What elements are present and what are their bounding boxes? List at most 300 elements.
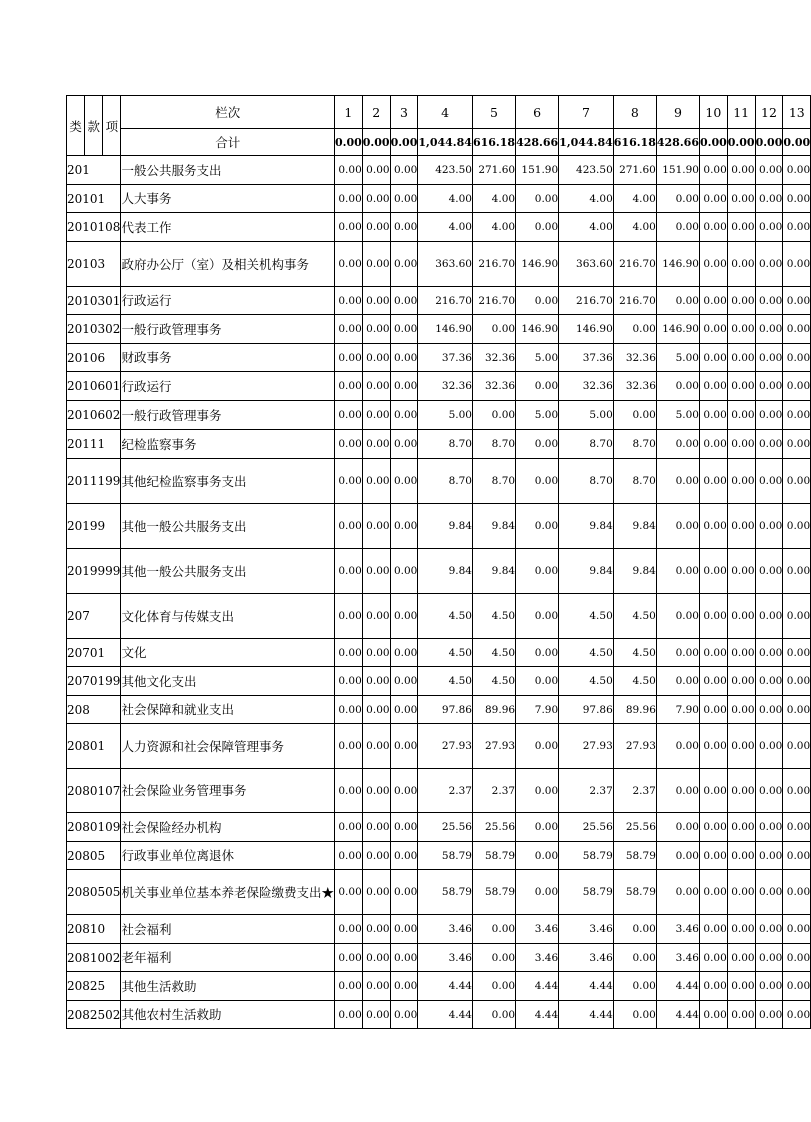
- row-value-col-12: 0.00: [755, 667, 783, 696]
- row-value-col-7: 4.50: [559, 594, 614, 639]
- row-value-col-13: 0.00: [783, 156, 811, 185]
- row-value-col-6: 0.00: [516, 724, 559, 769]
- row-name: 社会保险业务管理事务: [121, 769, 335, 813]
- row-value-col-13: 0.00: [783, 724, 811, 769]
- row-value-col-8: 8.70: [613, 430, 656, 459]
- total-value-6: 428.66: [516, 129, 559, 156]
- row-code: 20701: [67, 639, 121, 667]
- header-total-label: 合计: [121, 129, 335, 156]
- row-value-col-12: 0.00: [755, 972, 783, 1001]
- table-row: [67, 315, 811, 344]
- row-value-col-9: 0.00: [656, 870, 699, 915]
- total-value-8: 616.18: [613, 129, 656, 156]
- column-number-2: 2: [362, 96, 390, 129]
- row-value-col-8: 0.00: [613, 401, 656, 430]
- row-value-col-12: 0.00: [755, 185, 783, 213]
- row-value-col-7: 4.50: [559, 639, 614, 667]
- row-value-col-1: 0.00: [334, 185, 362, 213]
- row-value-col-12: 0.00: [755, 344, 783, 372]
- row-value-col-3: 0.00: [390, 842, 418, 870]
- row-value-col-11: 0.00: [727, 401, 755, 430]
- row-value-col-8: 25.56: [613, 813, 656, 842]
- row-value-col-9: 0.00: [656, 594, 699, 639]
- row-code: 20199: [67, 504, 121, 549]
- table-row: [67, 594, 811, 639]
- table-row: [67, 915, 811, 944]
- column-number-4: 4: [418, 96, 473, 129]
- row-value-col-7: 9.84: [559, 549, 614, 594]
- row-value-col-10: 0.00: [699, 724, 727, 769]
- row-value-col-7: 58.79: [559, 870, 614, 915]
- row-value-col-12: 0.00: [755, 639, 783, 667]
- row-value-col-1: 0.00: [334, 287, 362, 315]
- column-number-13: 13: [783, 96, 811, 129]
- row-code: 2010602: [67, 401, 121, 430]
- row-value-col-2: 0.00: [362, 459, 390, 504]
- row-name: 行政事业单位离退休: [121, 842, 335, 870]
- row-value-col-5: 25.56: [472, 813, 515, 842]
- row-value-col-12: 0.00: [755, 769, 783, 813]
- row-value-col-5: 0.00: [472, 972, 515, 1001]
- row-value-col-9: 5.00: [656, 344, 699, 372]
- table-row: [67, 372, 811, 401]
- table-row: [67, 344, 811, 372]
- table-row: [67, 944, 811, 972]
- row-value-col-2: 0.00: [362, 842, 390, 870]
- row-value-col-9: 0.00: [656, 813, 699, 842]
- row-value-col-6: 0.00: [516, 287, 559, 315]
- row-value-col-5: 216.70: [472, 287, 515, 315]
- row-value-col-9: 4.44: [656, 1001, 699, 1029]
- row-code: 2080109: [67, 813, 121, 842]
- row-value-col-4: 4.44: [418, 1001, 473, 1029]
- row-value-col-8: 0.00: [613, 915, 656, 944]
- row-value-col-4: 4.50: [418, 667, 473, 696]
- row-value-col-6: 0.00: [516, 870, 559, 915]
- row-value-col-9: 0.00: [656, 185, 699, 213]
- row-value-col-2: 0.00: [362, 156, 390, 185]
- row-value-col-2: 0.00: [362, 639, 390, 667]
- row-name: 老年福利: [121, 944, 335, 972]
- row-value-col-9: 7.90: [656, 696, 699, 724]
- row-value-col-5: 216.70: [472, 242, 515, 287]
- row-value-col-9: 0.00: [656, 549, 699, 594]
- row-value-col-1: 0.00: [334, 842, 362, 870]
- row-value-col-2: 0.00: [362, 769, 390, 813]
- column-number-6: 6: [516, 96, 559, 129]
- row-name: 人力资源和社会保障管理事务: [121, 724, 335, 769]
- row-value-col-2: 0.00: [362, 724, 390, 769]
- row-name: 纪检监察事务: [121, 430, 335, 459]
- row-value-col-2: 0.00: [362, 315, 390, 344]
- row-code: 2070199: [67, 667, 121, 696]
- row-value-col-10: 0.00: [699, 430, 727, 459]
- row-value-col-13: 0.00: [783, 213, 811, 242]
- row-value-col-13: 0.00: [783, 185, 811, 213]
- row-name: 社会福利: [121, 915, 335, 944]
- row-value-col-11: 0.00: [727, 915, 755, 944]
- row-value-col-9: 0.00: [656, 639, 699, 667]
- row-value-col-11: 0.00: [727, 813, 755, 842]
- row-value-col-8: 4.50: [613, 639, 656, 667]
- row-value-col-1: 0.00: [334, 915, 362, 944]
- row-value-col-3: 0.00: [390, 769, 418, 813]
- row-value-col-12: 0.00: [755, 549, 783, 594]
- row-value-col-11: 0.00: [727, 769, 755, 813]
- row-value-col-8: 32.36: [613, 344, 656, 372]
- row-value-col-10: 0.00: [699, 242, 727, 287]
- row-value-col-13: 0.00: [783, 1001, 811, 1029]
- row-value-col-10: 0.00: [699, 594, 727, 639]
- row-value-col-1: 0.00: [334, 430, 362, 459]
- row-value-col-3: 0.00: [390, 242, 418, 287]
- table-row: [67, 696, 811, 724]
- total-value-3: 0.00: [390, 129, 418, 156]
- row-value-col-6: 0.00: [516, 185, 559, 213]
- total-value-9: 428.66: [656, 129, 699, 156]
- row-value-col-7: 363.60: [559, 242, 614, 287]
- row-value-col-6: 0.00: [516, 813, 559, 842]
- row-value-col-8: 4.00: [613, 185, 656, 213]
- budget-table: [66, 95, 811, 1029]
- total-value-1: 0.00: [334, 129, 362, 156]
- row-value-col-8: 58.79: [613, 870, 656, 915]
- header-lanci: 栏次: [121, 96, 335, 129]
- row-value-col-1: 0.00: [334, 549, 362, 594]
- row-value-col-11: 0.00: [727, 1001, 755, 1029]
- row-value-col-10: 0.00: [699, 972, 727, 1001]
- row-value-col-11: 0.00: [727, 842, 755, 870]
- row-code: 20106: [67, 344, 121, 372]
- row-value-col-1: 0.00: [334, 315, 362, 344]
- row-value-col-11: 0.00: [727, 344, 755, 372]
- row-value-col-9: 0.00: [656, 430, 699, 459]
- row-value-col-6: 7.90: [516, 696, 559, 724]
- total-value-11: 0.00: [727, 129, 755, 156]
- row-value-col-6: 0.00: [516, 459, 559, 504]
- row-value-col-8: 0.00: [613, 972, 656, 1001]
- row-value-col-9: 5.00: [656, 401, 699, 430]
- row-value-col-12: 0.00: [755, 372, 783, 401]
- row-value-col-1: 0.00: [334, 156, 362, 185]
- row-value-col-1: 0.00: [334, 944, 362, 972]
- row-value-col-5: 2.37: [472, 769, 515, 813]
- row-value-col-12: 0.00: [755, 459, 783, 504]
- row-code: 2010302: [67, 315, 121, 344]
- row-value-col-10: 0.00: [699, 944, 727, 972]
- row-code: 201: [67, 156, 121, 185]
- row-value-col-11: 0.00: [727, 639, 755, 667]
- row-value-col-6: 0.00: [516, 430, 559, 459]
- row-value-col-10: 0.00: [699, 344, 727, 372]
- row-value-col-12: 0.00: [755, 504, 783, 549]
- row-value-col-7: 8.70: [559, 430, 614, 459]
- column-number-12: 12: [755, 96, 783, 129]
- row-value-col-2: 0.00: [362, 813, 390, 842]
- row-value-col-6: 0.00: [516, 769, 559, 813]
- row-value-col-3: 0.00: [390, 696, 418, 724]
- row-value-col-2: 0.00: [362, 1001, 390, 1029]
- row-value-col-10: 0.00: [699, 504, 727, 549]
- row-value-col-7: 4.50: [559, 667, 614, 696]
- row-value-col-13: 0.00: [783, 504, 811, 549]
- row-value-col-10: 0.00: [699, 213, 727, 242]
- row-value-col-4: 5.00: [418, 401, 473, 430]
- row-value-col-3: 0.00: [390, 944, 418, 972]
- row-value-col-13: 0.00: [783, 667, 811, 696]
- row-value-col-4: 3.46: [418, 944, 473, 972]
- row-value-col-6: 5.00: [516, 344, 559, 372]
- column-number-5: 5: [472, 96, 515, 129]
- row-value-col-8: 216.70: [613, 242, 656, 287]
- row-value-col-11: 0.00: [727, 430, 755, 459]
- row-value-col-9: 0.00: [656, 287, 699, 315]
- row-value-col-12: 0.00: [755, 594, 783, 639]
- row-value-col-4: 58.79: [418, 870, 473, 915]
- row-code: 2080107: [67, 769, 121, 813]
- row-value-col-7: 58.79: [559, 842, 614, 870]
- row-value-col-8: 32.36: [613, 372, 656, 401]
- row-value-col-3: 0.00: [390, 915, 418, 944]
- row-value-col-10: 0.00: [699, 185, 727, 213]
- row-value-col-5: 0.00: [472, 401, 515, 430]
- row-code: 2081002: [67, 944, 121, 972]
- row-value-col-3: 0.00: [390, 459, 418, 504]
- row-code: 20825: [67, 972, 121, 1001]
- row-value-col-7: 3.46: [559, 944, 614, 972]
- row-value-col-7: 146.90: [559, 315, 614, 344]
- row-value-col-6: 146.90: [516, 315, 559, 344]
- row-name: 其他纪检监察事务支出: [121, 459, 335, 504]
- row-value-col-6: 0.00: [516, 372, 559, 401]
- table-row: [67, 870, 811, 915]
- row-value-col-3: 0.00: [390, 667, 418, 696]
- row-value-col-11: 0.00: [727, 696, 755, 724]
- row-name: 行政运行: [121, 287, 335, 315]
- row-value-col-6: 0.00: [516, 549, 559, 594]
- row-value-col-1: 0.00: [334, 696, 362, 724]
- row-code: 20801: [67, 724, 121, 769]
- table-row: [67, 1001, 811, 1029]
- row-value-col-10: 0.00: [699, 915, 727, 944]
- row-value-col-8: 58.79: [613, 842, 656, 870]
- row-value-col-8: 271.60: [613, 156, 656, 185]
- row-value-col-10: 0.00: [699, 459, 727, 504]
- column-number-9: 9: [656, 96, 699, 129]
- row-value-col-5: 271.60: [472, 156, 515, 185]
- row-value-col-9: 3.46: [656, 915, 699, 944]
- row-value-col-5: 4.00: [472, 213, 515, 242]
- row-value-col-12: 0.00: [755, 156, 783, 185]
- row-name: 一般行政管理事务: [121, 401, 335, 430]
- row-value-col-13: 0.00: [783, 944, 811, 972]
- row-value-col-5: 58.79: [472, 870, 515, 915]
- row-value-col-9: 0.00: [656, 372, 699, 401]
- row-value-col-3: 0.00: [390, 1001, 418, 1029]
- row-value-col-9: 0.00: [656, 769, 699, 813]
- row-value-col-12: 0.00: [755, 1001, 783, 1029]
- row-value-col-10: 0.00: [699, 156, 727, 185]
- row-value-col-13: 0.00: [783, 842, 811, 870]
- row-value-col-11: 0.00: [727, 972, 755, 1001]
- row-value-col-10: 0.00: [699, 639, 727, 667]
- row-value-col-3: 0.00: [390, 972, 418, 1001]
- row-value-col-9: 0.00: [656, 667, 699, 696]
- row-value-col-8: 4.50: [613, 594, 656, 639]
- row-code: 2019999: [67, 549, 121, 594]
- row-value-col-11: 0.00: [727, 594, 755, 639]
- row-value-col-5: 4.00: [472, 185, 515, 213]
- row-value-col-11: 0.00: [727, 870, 755, 915]
- row-value-col-4: 4.50: [418, 639, 473, 667]
- table-row: [67, 667, 811, 696]
- row-value-col-2: 0.00: [362, 504, 390, 549]
- row-value-col-12: 0.00: [755, 287, 783, 315]
- row-value-col-1: 0.00: [334, 242, 362, 287]
- row-value-col-10: 0.00: [699, 401, 727, 430]
- row-value-col-11: 0.00: [727, 185, 755, 213]
- row-code: 20101: [67, 185, 121, 213]
- table-row: [67, 287, 811, 315]
- row-value-col-13: 0.00: [783, 242, 811, 287]
- row-value-col-6: 0.00: [516, 667, 559, 696]
- row-value-col-3: 0.00: [390, 401, 418, 430]
- row-name: 文化: [121, 639, 335, 667]
- row-value-col-12: 0.00: [755, 870, 783, 915]
- row-value-col-5: 9.84: [472, 504, 515, 549]
- row-value-col-10: 0.00: [699, 870, 727, 915]
- row-value-col-13: 0.00: [783, 639, 811, 667]
- row-value-col-2: 0.00: [362, 594, 390, 639]
- row-value-col-2: 0.00: [362, 972, 390, 1001]
- row-value-col-7: 37.36: [559, 344, 614, 372]
- total-value-12: 0.00: [755, 129, 783, 156]
- row-code: 2010601: [67, 372, 121, 401]
- row-value-col-5: 89.96: [472, 696, 515, 724]
- row-value-col-12: 0.00: [755, 242, 783, 287]
- row-value-col-7: 32.36: [559, 372, 614, 401]
- row-value-col-6: 0.00: [516, 213, 559, 242]
- row-value-col-1: 0.00: [334, 813, 362, 842]
- row-value-col-12: 0.00: [755, 842, 783, 870]
- row-value-col-10: 0.00: [699, 315, 727, 344]
- table-row: [67, 549, 811, 594]
- table-row: [67, 813, 811, 842]
- row-value-col-4: 8.70: [418, 430, 473, 459]
- row-value-col-4: 32.36: [418, 372, 473, 401]
- row-value-col-3: 0.00: [390, 813, 418, 842]
- row-name: 一般行政管理事务: [121, 315, 335, 344]
- row-value-col-11: 0.00: [727, 459, 755, 504]
- row-value-col-11: 0.00: [727, 242, 755, 287]
- row-value-col-7: 4.44: [559, 1001, 614, 1029]
- row-value-col-13: 0.00: [783, 372, 811, 401]
- row-value-col-5: 27.93: [472, 724, 515, 769]
- row-value-col-13: 0.00: [783, 430, 811, 459]
- row-value-col-3: 0.00: [390, 430, 418, 459]
- row-value-col-11: 0.00: [727, 287, 755, 315]
- row-code: 20111: [67, 430, 121, 459]
- row-value-col-13: 0.00: [783, 459, 811, 504]
- total-value-7: 1,044.84: [559, 129, 614, 156]
- row-value-col-5: 9.84: [472, 549, 515, 594]
- row-value-col-13: 0.00: [783, 549, 811, 594]
- row-name: 其他文化支出: [121, 667, 335, 696]
- row-value-col-13: 0.00: [783, 287, 811, 315]
- row-value-col-10: 0.00: [699, 813, 727, 842]
- row-value-col-1: 0.00: [334, 639, 362, 667]
- row-value-col-8: 4.00: [613, 213, 656, 242]
- row-value-col-6: 0.00: [516, 594, 559, 639]
- row-value-col-2: 0.00: [362, 915, 390, 944]
- row-value-col-7: 4.00: [559, 185, 614, 213]
- row-value-col-5: 58.79: [472, 842, 515, 870]
- row-code: 207: [67, 594, 121, 639]
- total-value-10: 0.00: [699, 129, 727, 156]
- row-name: 其他生活救助: [121, 972, 335, 1001]
- row-value-col-7: 216.70: [559, 287, 614, 315]
- row-value-col-12: 0.00: [755, 430, 783, 459]
- row-value-col-2: 0.00: [362, 344, 390, 372]
- row-value-col-7: 4.00: [559, 213, 614, 242]
- row-value-col-4: 4.00: [418, 185, 473, 213]
- row-value-col-11: 0.00: [727, 504, 755, 549]
- row-value-col-8: 89.96: [613, 696, 656, 724]
- row-value-col-10: 0.00: [699, 287, 727, 315]
- row-value-col-1: 0.00: [334, 972, 362, 1001]
- row-value-col-1: 0.00: [334, 213, 362, 242]
- row-value-col-10: 0.00: [699, 667, 727, 696]
- row-value-col-8: 8.70: [613, 459, 656, 504]
- row-value-col-2: 0.00: [362, 287, 390, 315]
- table-row: [67, 430, 811, 459]
- row-value-col-8: 2.37: [613, 769, 656, 813]
- row-value-col-2: 0.00: [362, 549, 390, 594]
- total-value-4: 1,044.84: [418, 129, 473, 156]
- row-value-col-6: 151.90: [516, 156, 559, 185]
- row-value-col-12: 0.00: [755, 696, 783, 724]
- row-value-col-4: 4.50: [418, 594, 473, 639]
- table-row: [67, 185, 811, 213]
- row-value-col-8: 4.50: [613, 667, 656, 696]
- row-value-col-2: 0.00: [362, 430, 390, 459]
- row-value-col-1: 0.00: [334, 372, 362, 401]
- row-value-col-13: 0.00: [783, 915, 811, 944]
- row-value-col-7: 5.00: [559, 401, 614, 430]
- row-value-col-9: 146.90: [656, 315, 699, 344]
- row-value-col-12: 0.00: [755, 915, 783, 944]
- total-value-13: 0.00: [783, 129, 811, 156]
- row-value-col-3: 0.00: [390, 594, 418, 639]
- row-value-col-7: 3.46: [559, 915, 614, 944]
- column-number-3: 3: [390, 96, 418, 129]
- row-value-col-7: 2.37: [559, 769, 614, 813]
- row-value-col-4: 423.50: [418, 156, 473, 185]
- row-value-col-3: 0.00: [390, 504, 418, 549]
- row-value-col-2: 0.00: [362, 185, 390, 213]
- row-value-col-2: 0.00: [362, 401, 390, 430]
- row-value-col-13: 0.00: [783, 344, 811, 372]
- row-value-col-6: 0.00: [516, 842, 559, 870]
- row-value-col-5: 32.36: [472, 372, 515, 401]
- row-value-col-12: 0.00: [755, 724, 783, 769]
- row-value-col-13: 0.00: [783, 315, 811, 344]
- row-name: 其他一般公共服务支出: [121, 549, 335, 594]
- row-value-col-4: 27.93: [418, 724, 473, 769]
- row-value-col-13: 0.00: [783, 696, 811, 724]
- row-value-col-12: 0.00: [755, 944, 783, 972]
- header-xiang: 项: [103, 96, 121, 156]
